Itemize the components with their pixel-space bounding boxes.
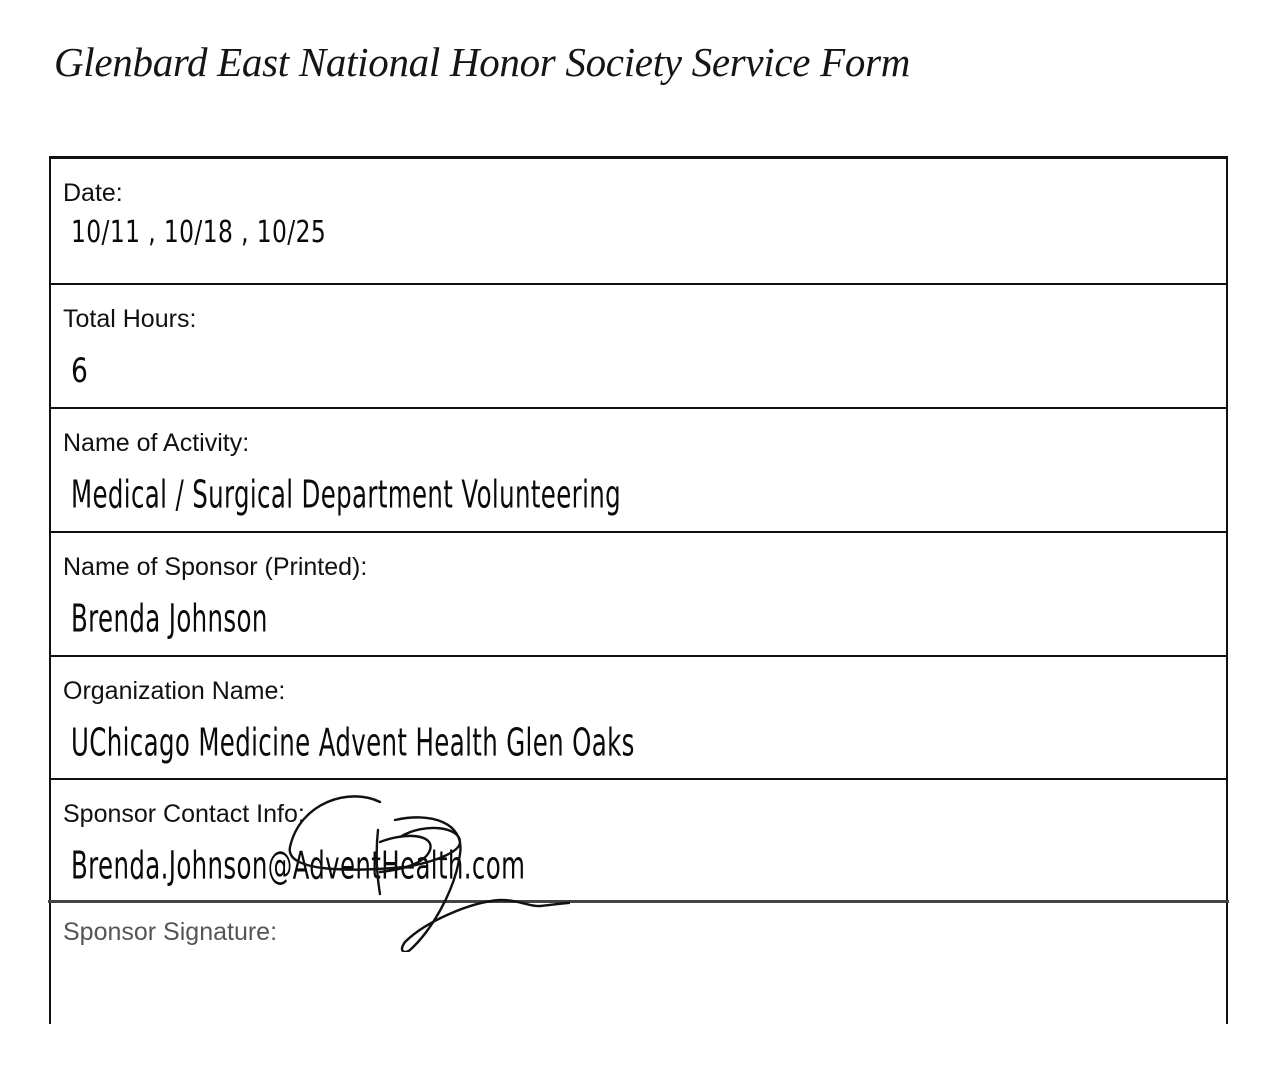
organization-label: Organization Name: xyxy=(63,677,286,705)
date-value[interactable]: 10/11 , 10/18 , 10/25 xyxy=(71,215,327,250)
form-title: Glenbard East National Honor Society Service Form xyxy=(54,39,911,85)
activity-label: Name of Activity: xyxy=(63,429,250,457)
signature-stroke xyxy=(290,796,570,952)
contact-value[interactable]: Brenda.Johnson@AdventHealth.com xyxy=(71,843,526,889)
signature-label: Sponsor Signature: xyxy=(63,918,278,946)
signature-row xyxy=(51,900,1226,1024)
contact-row xyxy=(51,780,1226,900)
sponsor-signature[interactable] xyxy=(230,782,570,952)
contact-label: Sponsor Contact Info: xyxy=(63,800,305,828)
total-hours-row xyxy=(51,285,1226,409)
sponsor-name-row xyxy=(51,533,1226,657)
activity-row xyxy=(51,409,1226,533)
sponsor-name-label: Name of Sponsor (Printed): xyxy=(63,553,368,581)
organization-row xyxy=(51,657,1226,780)
activity-value[interactable]: Medical / Surgical Department Volunteering xyxy=(71,472,622,518)
signature-divider xyxy=(48,900,1229,903)
service-form xyxy=(49,156,1228,1024)
organization-value[interactable]: UChicago Medicine Advent Health Glen Oaks xyxy=(71,720,635,766)
total-hours-value[interactable]: 6 xyxy=(71,351,89,391)
date-row xyxy=(51,159,1226,285)
sponsor-name-value[interactable]: Brenda Johnson xyxy=(71,596,268,642)
date-label: Date: xyxy=(63,179,123,207)
total-hours-label: Total Hours: xyxy=(63,305,197,333)
